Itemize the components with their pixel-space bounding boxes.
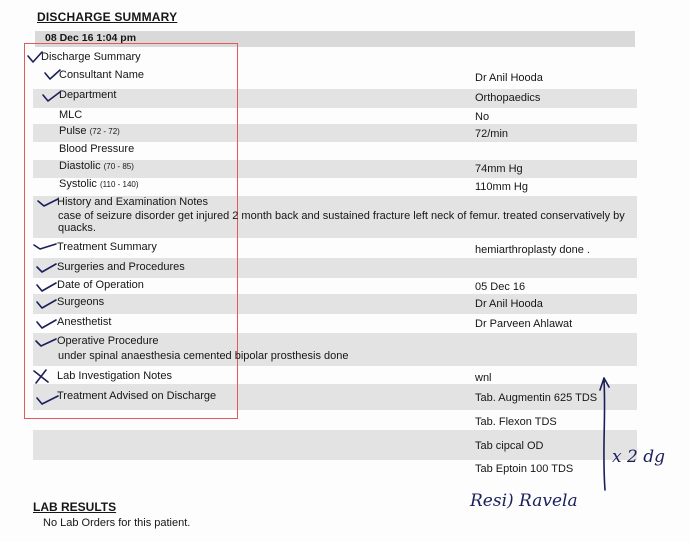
bp-label: Blood Pressure: [59, 143, 135, 155]
section-title: Discharge Summary: [41, 51, 141, 63]
history-text: case of seizure disorder get injured 2 month back and sustained fracture left neck of femur. treated conservatively by quacks.: [58, 210, 625, 234]
department-value: Orthopaedics: [475, 92, 541, 104]
lab-results-title: LAB RESULTS: [33, 500, 117, 514]
date-of-operation-value: 05 Dec 16: [475, 281, 526, 293]
lab-notes-value: wnl: [475, 372, 492, 384]
check-icon: [37, 396, 58, 404]
medication-item: Tab. Augmentin 625 TDS: [475, 392, 598, 404]
check-icon: [37, 320, 56, 328]
check-icon: [43, 92, 60, 101]
systolic-value: 110mm Hg: [475, 181, 528, 193]
medication-item: Tab Eptoin 100 TDS: [475, 463, 574, 475]
x-mark-icon: [34, 370, 48, 383]
mlc-value: No: [475, 111, 490, 123]
check-icon: [37, 300, 56, 308]
brace-icon: [600, 378, 609, 490]
diastolic-value: 74mm Hg: [475, 163, 523, 175]
medication-item: Tab. Flexon TDS: [475, 416, 557, 428]
pulse-label: Pulse (72 - 72): [59, 125, 120, 137]
consultant-value: Dr Anil Hooda: [475, 72, 543, 84]
treatment-summary-value: hemiarthroplasty done .: [475, 244, 590, 256]
diastolic-range: (70 - 85): [103, 162, 134, 171]
report-datetime: 08 Dec 16 1:04 pm: [45, 32, 137, 44]
check-icon: [37, 264, 56, 272]
anesthetist-value: Dr Parveen Ahlawat: [475, 318, 573, 330]
lab-notes-label: Lab Investigation Notes: [57, 370, 172, 382]
surgeons-label: Surgeons: [57, 296, 105, 308]
treatment-advised-label: Treatment Advised on Discharge: [57, 390, 217, 402]
history-label: History and Examination Notes: [57, 196, 209, 208]
check-icon: [45, 70, 60, 79]
handwritten-dosage: x 2 dg: [612, 447, 665, 467]
diastolic-label: Diastolic (70 - 85): [59, 160, 134, 172]
mlc-label: MLC: [59, 109, 83, 121]
pulse-range: (72 - 72): [89, 127, 120, 136]
pulse-value: 72/min: [475, 128, 509, 140]
surgeries-label: Surgeries and Procedures: [57, 261, 185, 273]
handwritten-signature: Resi) Ravela: [470, 491, 578, 511]
surgeons-value: Dr Anil Hooda: [475, 298, 543, 310]
check-icon: [34, 244, 56, 249]
date-of-operation-label: Date of Operation: [57, 279, 144, 291]
treatment-summary-label: Treatment Summary: [57, 241, 157, 253]
page-title: DISCHARGE SUMMARY: [37, 10, 178, 24]
anesthetist-label: Anesthetist: [57, 316, 112, 328]
department-label: Department: [59, 89, 117, 101]
check-icon: [38, 199, 58, 206]
operative-text: under spinal anaesthesia cemented bipolar prosthesis done: [58, 350, 349, 362]
systolic-range: (110 - 140): [99, 180, 139, 189]
lab-results-text: No Lab Orders for this patient.: [43, 517, 191, 529]
medication-item: Tab cipcal OD: [475, 440, 544, 452]
consultant-label: Consultant Name: [59, 69, 144, 81]
systolic-label: Systolic (110 - 140): [59, 178, 139, 190]
check-icon: [36, 339, 56, 346]
check-icon: [28, 52, 42, 62]
operative-label: Operative Procedure: [57, 335, 159, 347]
check-icon: [37, 283, 56, 291]
